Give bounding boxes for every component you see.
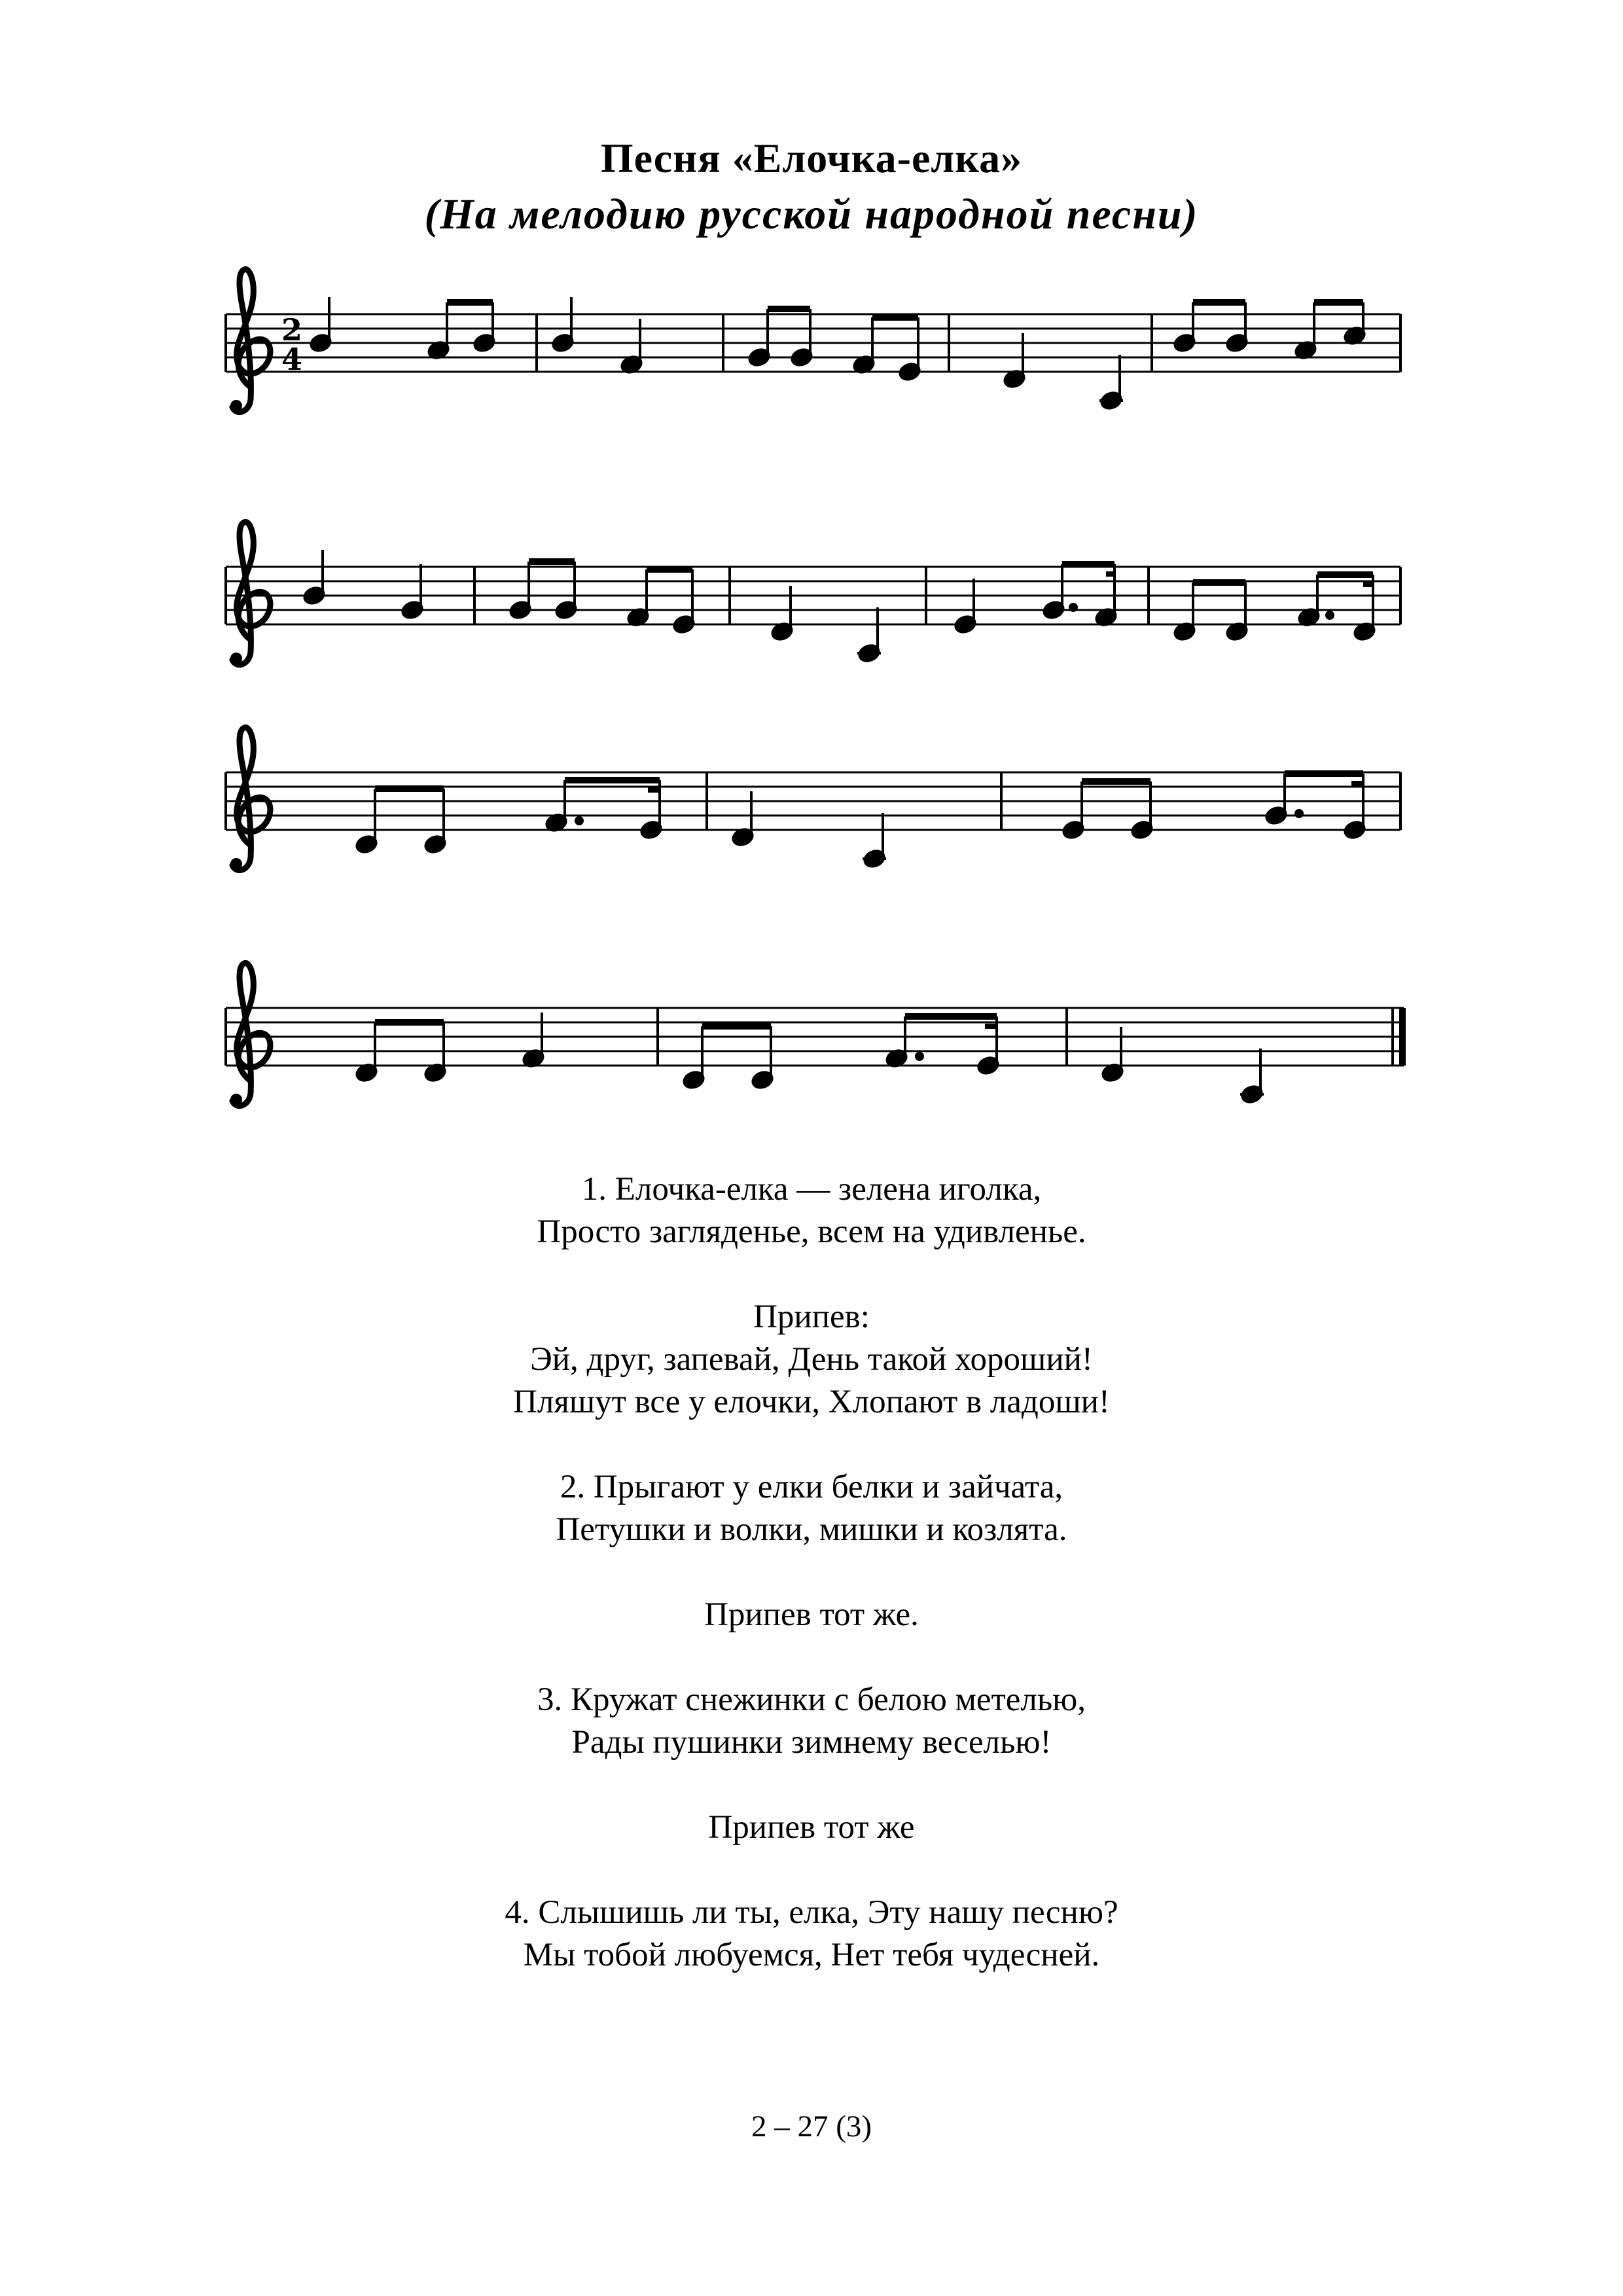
svg-text:4: 4 [281,342,303,377]
staff-4 [226,963,1404,1105]
lyric-line: 4. Слышишь ли ты, елка, Эту нашу песню? [505,1894,1118,1931]
lyric-line: Петушки и волки, мишки и козлята. [556,1511,1067,1548]
stanza [0,1296,1623,1424]
lyric-line: Эй, друг, запевай, День такой хороший! [530,1341,1093,1378]
treble-clef-icon [230,963,270,1105]
treble-clef-icon [230,522,270,664]
stanza [0,1168,1623,1253]
svg-text:2: 2 [281,312,303,348]
stanza [0,1594,1623,1636]
staff-3 [226,727,1400,870]
lyric-line: Припев тот же. [704,1596,919,1633]
lyric-line: 1. Елочка-елка — зелена иголка, [581,1171,1042,1208]
lyric-line: 3. Кружат снежинки с белою метелью, [537,1681,1086,1718]
song-title: Песня «Елочка-елка» [600,135,1023,181]
page-number: 2 – 27 (3) [751,2109,872,2144]
song-subtitle: (На мелодию русской народной песни) [424,190,1199,238]
lyric-line: Мы тобой любуемся, Нет тебя чудесней. [523,1937,1100,1973]
staff-2 [226,522,1400,664]
lyric-line: Просто загляденье, всем на удивленье. [537,1213,1086,1250]
lyric-line: Припев тот же [708,1809,915,1846]
lyric-line: Припев: [753,1299,870,1335]
time-signature [281,312,302,377]
lyric-line: 2. Прыгают у елки белки и зайчата, [560,1469,1063,1505]
treble-clef-icon [230,269,270,412]
treble-clef-icon [230,727,270,870]
lyrics [0,1168,1623,2019]
stanza [0,1466,1623,1551]
stanza [0,1892,1623,1977]
staff-1 [226,269,1400,412]
lyric-line: Рады пушинки зимнему веселью! [571,1724,1052,1761]
lyric-line: Пляшут все у елочки, Хлопают в ладоши! [513,1384,1110,1420]
stanza [0,1679,1623,1764]
stanza [0,1806,1623,1849]
